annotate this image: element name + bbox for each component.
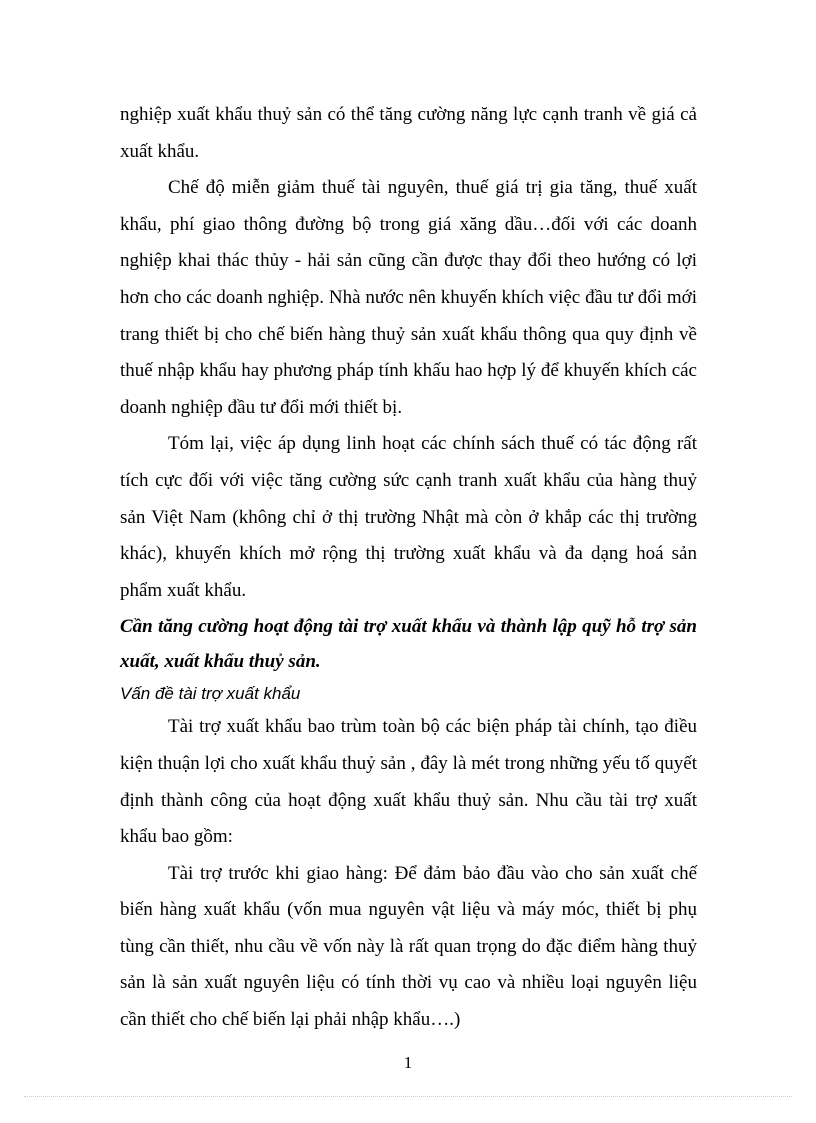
page-bottom-divider	[24, 1096, 792, 1097]
paragraph-tax-exemption: Chế độ miễn giảm thuế tài nguyên, thuế giá trị gia tăng, thuế xuất khẩu, phí giao thông đường bộ trong giá xăng dầu…đối với các doanh nghiệp khai thác thủy - hải sản cũng cần được thay đổi theo hướng có lợi hơn cho các doanh nghiệp. Nhà nước nên khuyến khích việc đầu tư đổi mới trang thiết bị cho chế biến hàng thuỷ sản xuất khẩu thông qua quy định về thuế nhập khẩu hay phương pháp tính khấu hao hợp lý để khuyến khích các doanh nghiệp đầu tư đổi mới thiết bị.	[120, 177, 697, 418]
paragraph-continuation: nghiệp xuất khẩu thuỷ sản có thể tăng cường năng lực cạnh tranh về giá cả xuất khẩu.	[120, 104, 697, 162]
page-number: 1	[403, 1053, 413, 1072]
paragraph-pre-shipment-finance: Tài trợ trước khi giao hàng: Để đảm bảo đầu vào cho sản xuất chế biến hàng xuất khẩu (vốn mua nguyên vật liệu và máy móc, thiết bị phụ tùng cần thiết, nhu cầu về vốn này là rất quan trọng do đặc điểm hàng thuỷ sản là sản xuất nguyên liệu có tính thời vụ cao và nhiều loại nguyên liệu cần thiết cho chế biến lại phải nhập khẩu….)	[120, 862, 697, 1031]
paragraph-export-finance: Tài trợ xuất khẩu bao trùm toàn bộ các biện pháp tài chính, tạo điều kiện thuận lợi cho xuất khẩu thuỷ sản , đây là mét trong những yếu tố quyết định thành công của hoạt động xuất khẩu thuỷ sản. Nhu cầu tài trợ xuất khẩu bao gồm:	[120, 716, 697, 848]
section-heading: Cần tăng cường hoạt động tài trợ xuất khẩu và thành lập quỹ hỗ trợ sản xuất, xuất khẩu thuỷ sản.	[120, 616, 697, 673]
document-body	[120, 97, 697, 1039]
subsection-heading: Vấn đề tài trợ xuất khẩu	[120, 684, 301, 704]
paragraph-summary: Tóm lại, việc áp dụng linh hoạt các chính sách thuế có tác động rất tích cực đối với việc tăng cường sức cạnh tranh xuất khẩu của hàng thuỷ sản Việt Nam (không chỉ ở thị trường Nhật mà còn ở khắp các thị trường khác), khuyến khích mở rộng thị trường xuất khẩu và đa dạng hoá sản phẩm xuất khẩu.	[120, 433, 697, 601]
